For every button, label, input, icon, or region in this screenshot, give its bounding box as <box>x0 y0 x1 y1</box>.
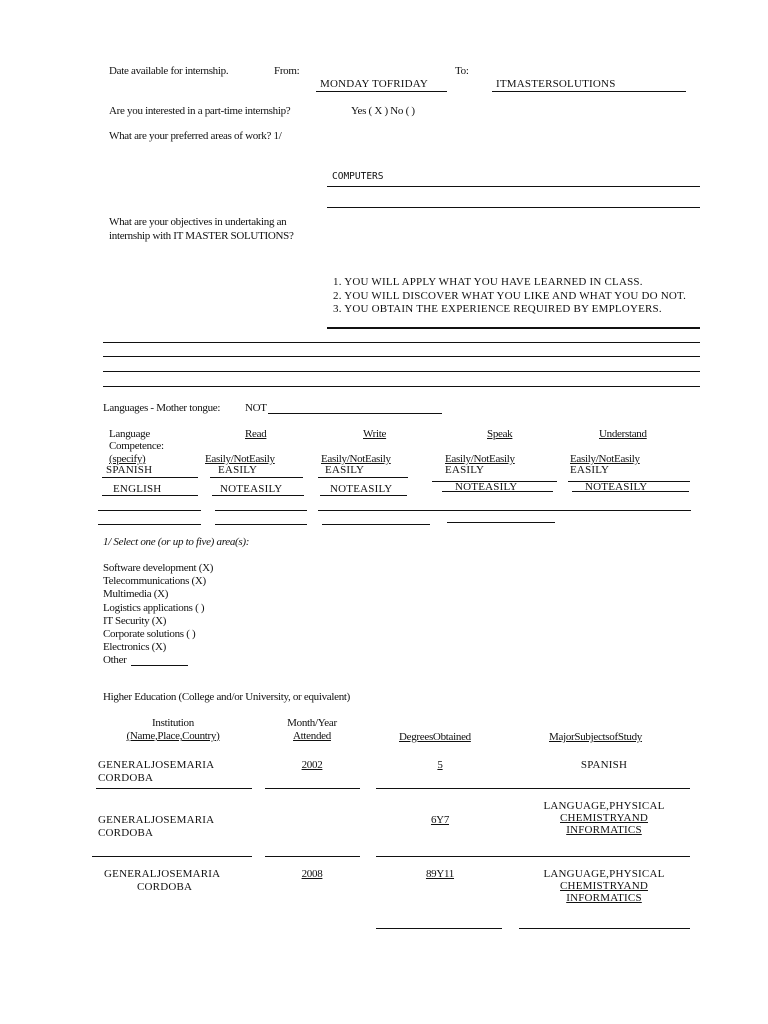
competence-label-3: (specify) <box>109 453 146 465</box>
edu-row-1-line <box>376 788 690 789</box>
objective-answer-3[interactable]: 3. YOU OBTAIN THE EXPERIENCE REQUIRED BY EMPLOYERS. <box>333 303 662 315</box>
area-item[interactable]: Software development (X) <box>103 562 214 574</box>
lang-row-2-language[interactable]: ENGLISH <box>113 483 162 495</box>
area-item[interactable]: Multimedia (X) <box>103 588 169 600</box>
lang-blank-line <box>322 524 430 525</box>
edu-row-2-degree[interactable]: 6Y7 <box>430 814 450 826</box>
lang-row-2-read[interactable]: NOTEASILY <box>220 483 283 495</box>
subheader-read: Easily/NotEasily <box>205 453 275 465</box>
area-item[interactable]: Logistics applications ( ) <box>103 602 205 614</box>
lang-row-1-read[interactable]: EASILY <box>218 464 258 476</box>
mother-tongue-label: Languages - Mother tongue: <box>103 402 221 414</box>
objectives-line-1 <box>103 342 700 343</box>
edu-row-1-institution-1[interactable]: GENERALJOSEMARIA <box>98 759 215 771</box>
edu-row-2-institution-2[interactable]: CORDOBA <box>98 827 154 839</box>
edu-header-attended-1: Month/Year <box>287 717 337 729</box>
lang-blank-line <box>318 510 691 511</box>
lang-row-1-write[interactable]: EASILY <box>325 464 365 476</box>
objectives-line-4 <box>103 386 700 387</box>
lang-row-2-line <box>442 491 553 492</box>
lang-row-2-understand[interactable]: NOTEASILY <box>585 481 648 493</box>
lang-blank-line <box>215 510 307 511</box>
area-item[interactable]: Electronics (X) <box>103 641 166 653</box>
preferred-areas-question: What are your preferred areas of work? 1/ <box>109 130 282 142</box>
preferred-areas-value[interactable]: COMPUTERS <box>332 171 384 182</box>
objectives-question-line1: What are your objectives in undertaking an <box>109 216 287 228</box>
edu-row-2-subject-2[interactable]: CHEMISTRYAND <box>560 812 648 824</box>
edu-row-1-subject[interactable]: SPANISH <box>580 759 628 771</box>
competence-label-2: Competence: <box>109 440 164 452</box>
area-item[interactable]: Corporate solutions ( ) <box>103 628 196 640</box>
lang-blank-line <box>215 524 307 525</box>
mother-tongue-value[interactable]: NOT <box>245 402 267 414</box>
edu-row-1-degree[interactable]: 5 <box>437 759 443 771</box>
edu-header-degrees: DegreesObtained <box>399 731 471 743</box>
subheader-speak: Easily/NotEasily <box>445 453 515 465</box>
objectives-question-line2: internship with IT MASTER SOLUTIONS? <box>109 230 294 242</box>
objectives-line-3 <box>103 371 700 372</box>
to-value[interactable]: ITMASTERSOLUTIONS <box>496 78 616 90</box>
objectives-answer-line <box>327 327 700 329</box>
lang-row-1-language[interactable]: SPANISH <box>106 464 153 476</box>
objectives-line-2 <box>103 356 700 357</box>
edu-row-3-institution-1[interactable]: GENERALJOSEMARIA <box>104 868 221 880</box>
to-underline <box>492 91 686 92</box>
edu-row-2-subject-3[interactable]: INFORMATICS <box>566 824 642 836</box>
lang-row-2-write[interactable]: NOTEASILY <box>330 483 393 495</box>
lang-blank-line <box>447 522 555 523</box>
edu-row-3-subject-2[interactable]: CHEMISTRYAND <box>560 880 648 892</box>
edu-row-3-institution-2[interactable]: CORDOBA <box>137 881 193 893</box>
lang-row-1-line <box>210 477 303 478</box>
edu-row-3-year[interactable]: 2008 <box>301 868 323 880</box>
edu-header-subjects: MajorSubjectsofStudy <box>549 731 642 743</box>
header-speak: Speak <box>487 428 513 440</box>
lang-blank-line <box>98 510 201 511</box>
edu-header-institution-2: (Name,Place,Country) <box>126 730 220 742</box>
edu-row-1-line <box>265 788 360 789</box>
area-item[interactable]: IT Security (X) <box>103 615 167 627</box>
edu-row-2-line <box>92 856 252 857</box>
lang-row-2-line <box>102 495 198 496</box>
edu-row-1-institution-2[interactable]: CORDOBA <box>98 772 154 784</box>
subheader-write: Easily/NotEasily <box>321 453 391 465</box>
edu-row-2-subject-1[interactable]: LANGUAGE,PHYSICAL <box>543 800 665 812</box>
edu-row-3-line <box>519 928 690 929</box>
from-underline <box>316 91 447 92</box>
lang-blank-line <box>98 524 201 525</box>
objective-answer-1[interactable]: 1. YOU WILL APPLY WHAT YOU HAVE LEARNED IN CLASS. <box>333 276 643 288</box>
edu-row-3-degree[interactable]: 89Y11 <box>425 868 455 880</box>
part-time-question: Are you interested in a part-time internship? <box>109 105 291 117</box>
lang-row-2-line <box>572 491 689 492</box>
area-item[interactable]: Telecommunications (X) <box>103 575 206 587</box>
mother-tongue-underline <box>268 413 442 414</box>
objective-answer-2[interactable]: 2. YOU WILL DISCOVER WHAT YOU LIKE AND WHAT YOU DO NOT. <box>333 290 687 302</box>
lang-row-1-understand[interactable]: EASILY <box>570 464 610 476</box>
subheader-understand: Easily/NotEasily <box>570 453 640 465</box>
edu-row-2-institution-1[interactable]: GENERALJOSEMARIA <box>98 814 215 826</box>
other-underline <box>131 665 188 666</box>
lang-row-2-line <box>320 495 407 496</box>
edu-row-3-subject-1[interactable]: LANGUAGE,PHYSICAL <box>543 868 665 880</box>
header-read: Read <box>245 428 267 440</box>
education-heading: Higher Education (College and/or University, or equivalent) <box>103 691 351 703</box>
edu-row-1-year[interactable]: 2002 <box>301 759 323 771</box>
competence-label-1: Language <box>109 428 150 440</box>
lang-row-1-speak[interactable]: EASILY <box>445 464 485 476</box>
edu-row-3-line <box>376 928 502 929</box>
edu-header-institution-1: Institution <box>152 717 194 729</box>
edu-row-1-line <box>96 788 252 789</box>
lang-row-2-speak[interactable]: NOTEASILY <box>455 481 518 493</box>
header-understand: Understand <box>599 428 647 440</box>
from-label: From: <box>274 65 300 77</box>
lang-row-1-line <box>102 477 198 478</box>
areas-line-2 <box>327 207 700 208</box>
header-write: Write <box>363 428 387 440</box>
from-value[interactable]: MONDAY TOFRIDAY <box>320 78 429 90</box>
lang-row-2-line <box>212 495 304 496</box>
part-time-answer[interactable]: Yes ( X ) No ( ) <box>351 105 415 117</box>
area-selection-note: 1/ Select one (or up to five) area(s): <box>103 536 250 548</box>
to-label: To: <box>455 65 469 77</box>
areas-line-1 <box>327 186 700 187</box>
lang-row-1-line <box>318 477 408 478</box>
edu-row-2-line <box>376 856 690 857</box>
edu-row-2-line <box>265 856 360 857</box>
edu-header-attended-2: Attended <box>293 730 331 742</box>
availability-label: Date available for internship. <box>109 65 229 77</box>
area-item-other[interactable]: Other <box>103 654 127 666</box>
edu-row-3-subject-3[interactable]: INFORMATICS <box>566 892 642 904</box>
